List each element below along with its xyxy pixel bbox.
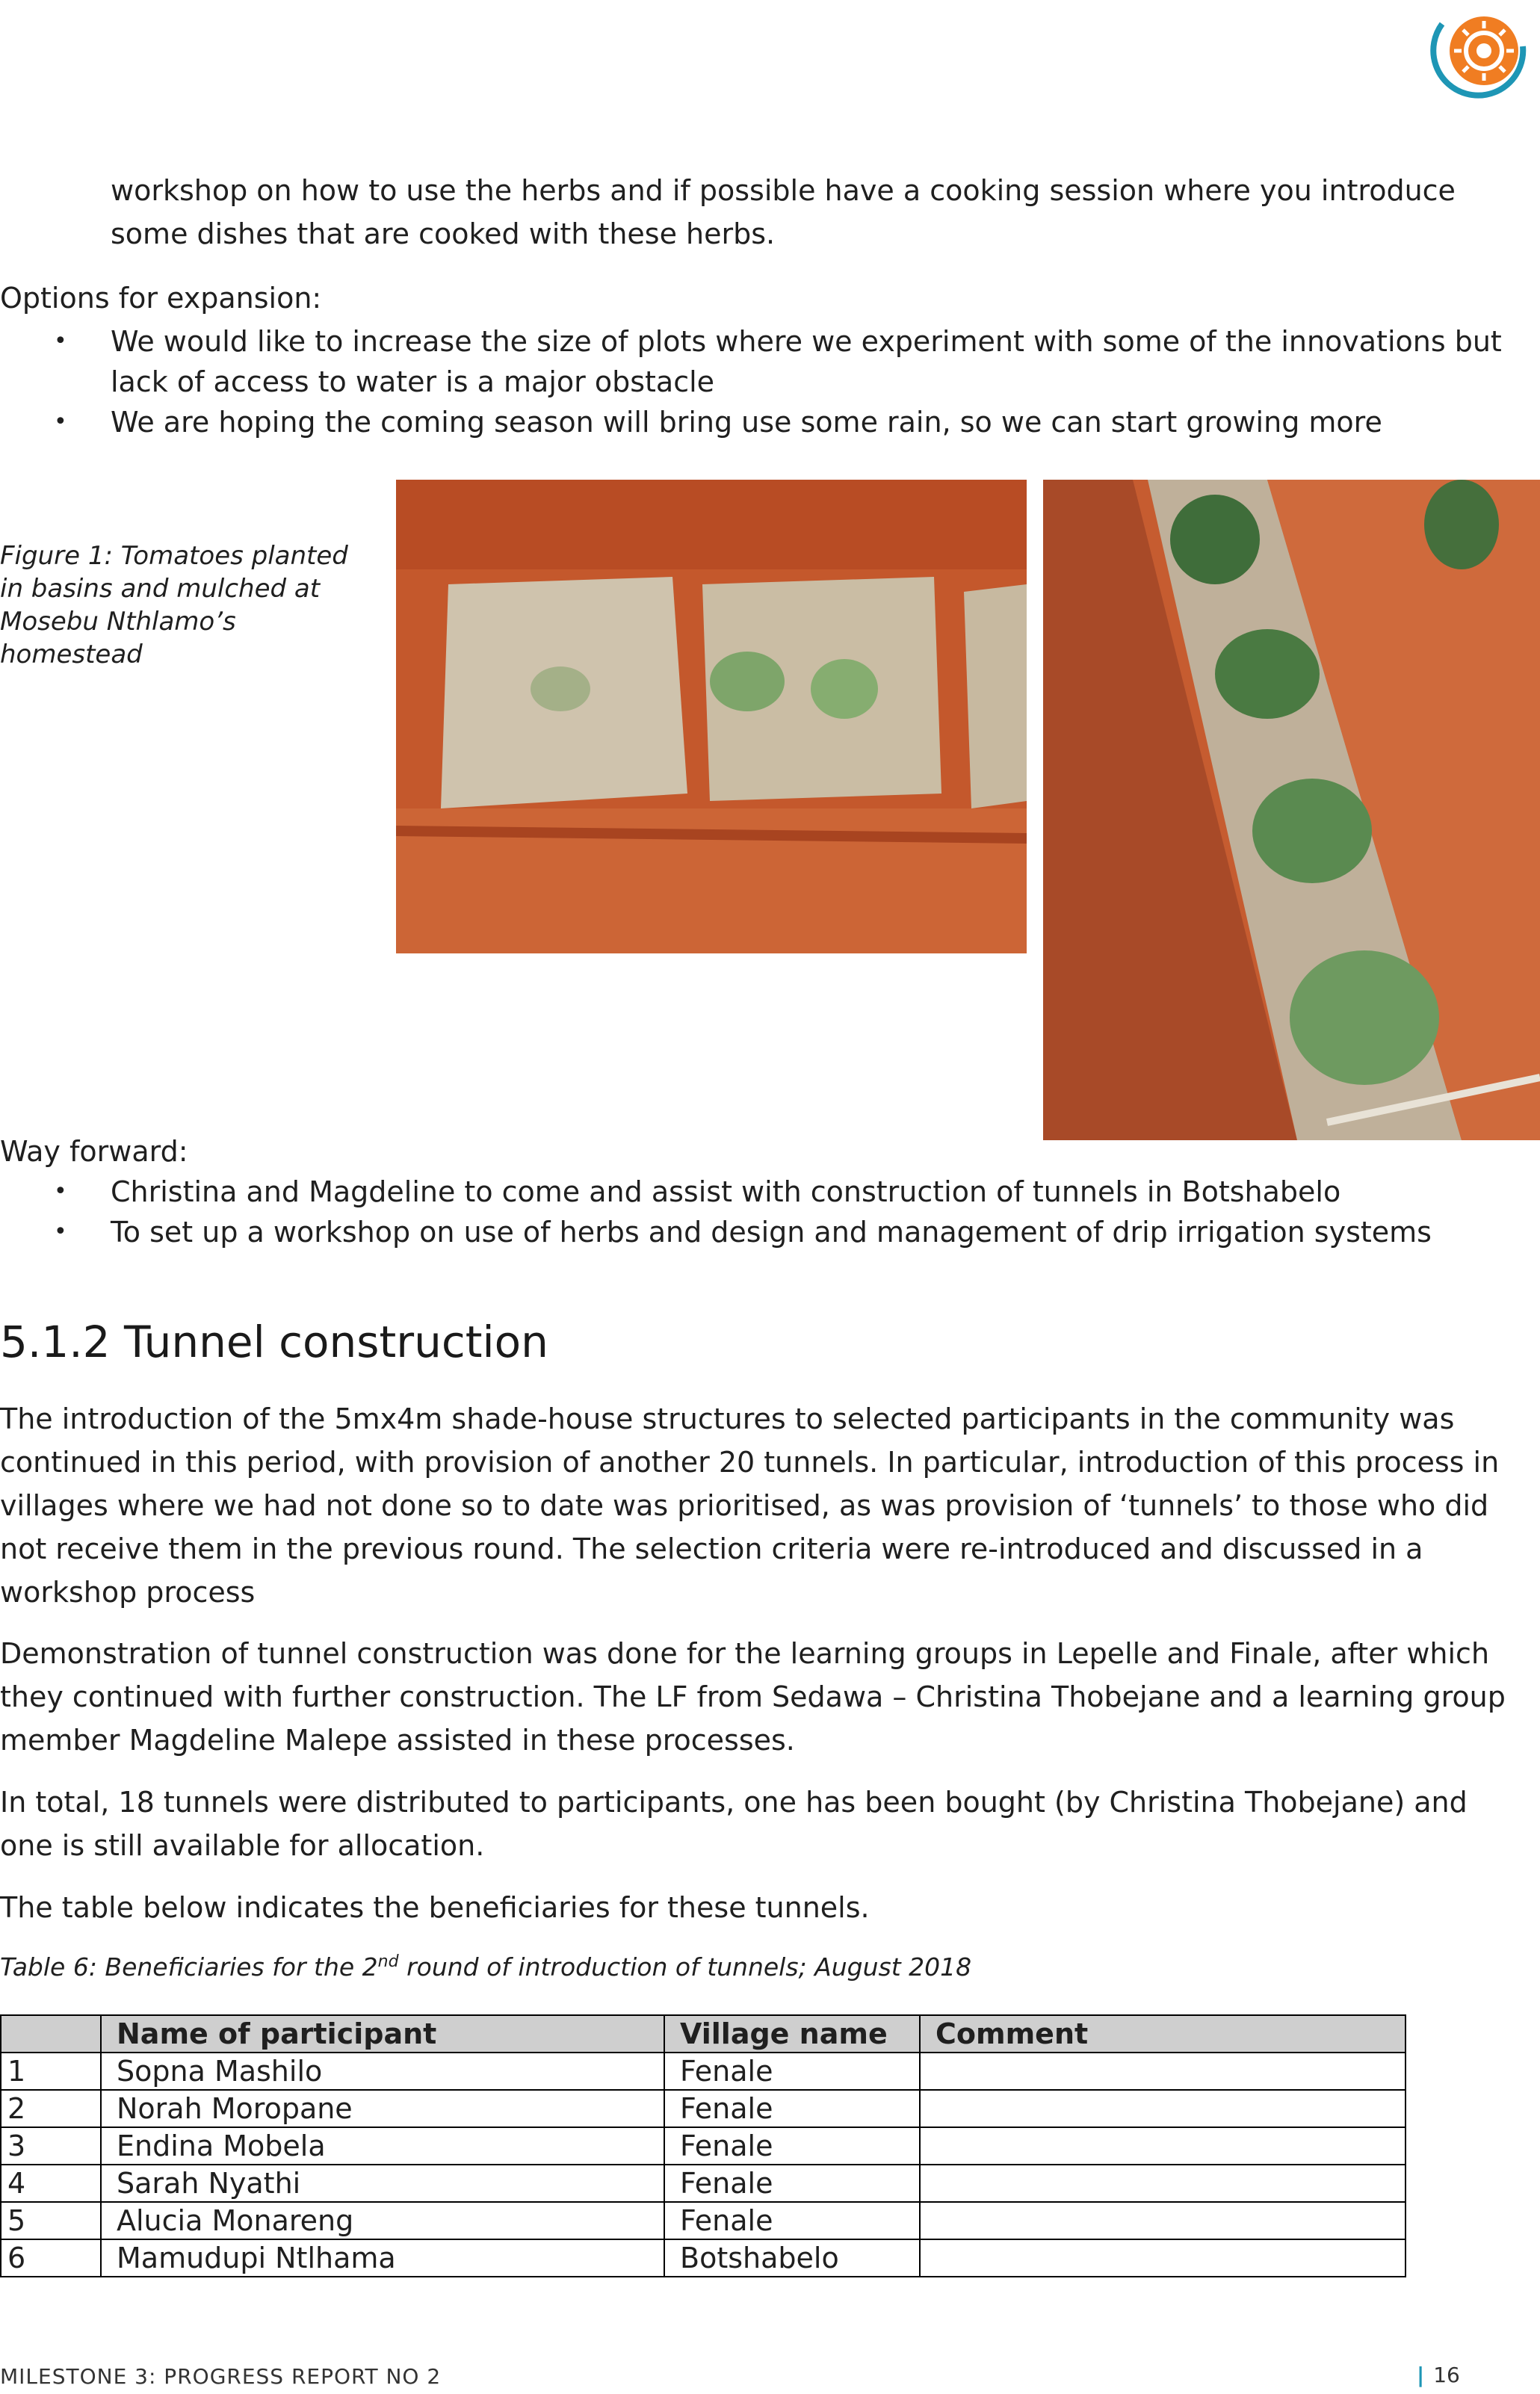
paragraph: In total, 18 tunnels were distributed to participants, one has been bought (by Christina Thobejane) and one is still available for allocation. [0, 1786, 1468, 1862]
cell: 3 [1, 2127, 101, 2165]
table-header-row [1, 2015, 1406, 2053]
way-forward-heading: Way forward: [0, 1135, 188, 1168]
cell: Sopna Mashilo [101, 2053, 664, 2090]
cell: Sarah Nyathi [101, 2165, 664, 2202]
section-heading: 5.1.2 Tunnel construction [0, 1317, 548, 1367]
table-caption: Table 6: Beneficiaries for the 2nd round of introduction of tunnels; August 2018 [0, 1952, 972, 1982]
page-number: | 16 [1417, 2363, 1460, 2387]
figure-caption: Figure 1: Tomatoes planted in basins and mulched at Mosebu Nthlamo’s homestead [0, 541, 348, 669]
table-row [1, 2053, 1406, 2090]
list-item: • We are hoping the coming season will bring use some rain, so we can start growing more [54, 406, 1382, 439]
cell: Fenale [664, 2127, 920, 2165]
paragraph: The table below indicates the beneficiaries for these tunnels. [0, 1891, 870, 1924]
cell: Mamudupi Ntlhama [101, 2239, 664, 2277]
cell: 1 [1, 2053, 101, 2090]
list-item: • To set up a workshop on use of herbs and design and management of drip irrigation systems [54, 1216, 1432, 1249]
paragraph: Demonstration of tunnel construction was done for the learning groups in Lepelle and Finale, after which they continued with further construction. The LF from Sedawa – Christina Thobejane and a learning group member Magdeline Malepe assisted in these processes. [0, 1637, 1506, 1757]
table-row [1, 2202, 1406, 2239]
header-cell: Village name [664, 2015, 920, 2053]
cell: Fenale [664, 2053, 920, 2090]
table-row [1, 2090, 1406, 2127]
paragraph: The introduction of the 5mx4m shade-house structures to selected participants in the community was continued in this period, with provision of another 20 tunnels. In particular, introduction of this process in villages where we had not done so to date was prioritised, as was provision of ‘tunnels’ to those who did not receive them in the previous round. The selection criteria were re-introduced and discussed in a workshop process [0, 1402, 1500, 1609]
table-row [1, 2127, 1406, 2165]
cell [920, 2239, 1406, 2277]
cell: 6 [1, 2239, 101, 2277]
cell: Fenale [664, 2090, 920, 2127]
cell: Botshabelo [664, 2239, 920, 2277]
sun-logo-icon [1420, 1, 1532, 106]
cell: Norah Moropane [101, 2090, 664, 2127]
way-forward-list [0, 1172, 1509, 1252]
cell: Alucia Monareng [101, 2202, 664, 2239]
tomato-row-photo [1043, 480, 1540, 1140]
header-cell [1, 2015, 101, 2053]
cell: 5 [1, 2202, 101, 2239]
cell [920, 2053, 1406, 2090]
footer-title: MILESTONE 3: PROGRESS REPORT NO 2 [0, 2364, 442, 2389]
list-item: • Christina and Magdeline to come and assist with construction of tunnels in Botshabelo [54, 1175, 1341, 1208]
cell [920, 2202, 1406, 2239]
table-row [1, 2165, 1406, 2202]
cell [920, 2165, 1406, 2202]
options-heading: Options for expansion: [0, 282, 322, 315]
continued-paragraph: workshop on how to use the herbs and if possible have a cooking session where you introduce some dishes that are cooked with these herbs. [111, 174, 1456, 250]
cell: Fenale [664, 2202, 920, 2239]
tomato-basins-photo [396, 480, 1027, 953]
header-cell: Name of participant [101, 2015, 664, 2053]
cell: Fenale [664, 2165, 920, 2202]
footer-separator: | [1417, 2363, 1425, 2387]
cell: Endina Mobela [101, 2127, 664, 2165]
beneficiaries-table [0, 2014, 1406, 2277]
table-row [1, 2239, 1406, 2277]
list-item: • We would like to increase the size of plots where we experiment with some of the innovations but lack of access to water is a major obstacle [54, 325, 1502, 398]
header-cell: Comment [920, 2015, 1406, 2053]
cell: 4 [1, 2165, 101, 2202]
cell [920, 2127, 1406, 2165]
cell: 2 [1, 2090, 101, 2127]
options-list [0, 321, 1509, 442]
cell [920, 2090, 1406, 2127]
